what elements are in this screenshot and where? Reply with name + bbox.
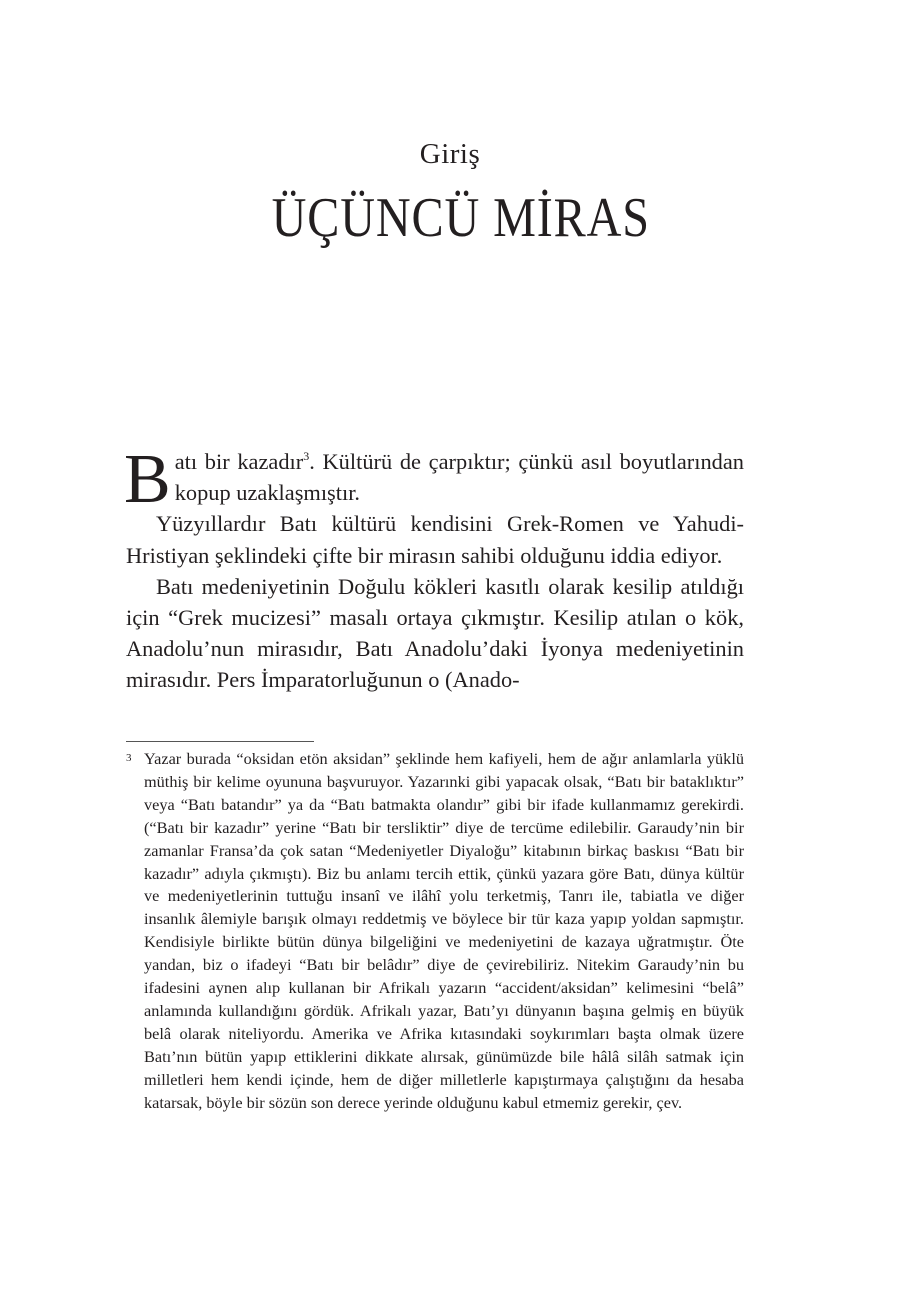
footnote-marker: 3 [126, 752, 132, 764]
paragraph-1-text-b: . Kültürü de çarpıktır; çünkü asıl boyutlarından kopup uzaklaşmıştır. [174, 449, 744, 506]
footnote-text: Yazar burada “oksidan etön aksidan” şeklinde hem kafiyeli, hem de ağır anlamlarla yüklü müthiş bir kelime oyununa başvuruyor. Yazarınki gibi yapacak olsak, “Batı bir bataklıktır” veya “Batı batandır” ya da “Batı batmakta olandır” gibi bir ifade kullanmamız gerekirdi. (“Batı bir kazadır” yerine “Batı bir tersliktir” diye de tercüme edilebilir. Garaudy’nin bir zamanlar Fransa’da çok satan “Medeniyetler Diyaloğu” kitabının birkaç baskısı “Batı bir kazadır” adıyla çıkmıştı). Biz bu anlamı tercih ettik, çünkü yazara göre Batı, dünya kültür ve medeniyetlerinin tuttuğu insanî ve ilâhî yolu terketmiş, Tanrı ile, tabiatla ve diğer insanlık âlemiyle barışık olmayı reddetmiş ve böylece bir tür kaza yapıp yoldan sapmıştır. Kendisiyle birlikte bütün dünya bilgeliğini ve medeniyetini de kazaya uğratmıştır. Öte yandan, biz o ifadeyi “Batı bir belâdır” diye de çevirebiliriz. Nitekim Garaudy’nin bu ifadesini aynen alıp kullanan bir Afrikalı yazarın “accident/aksidan” kelimesini “belâ” anlamında kullandığını gördük. Afrikalı yazar, Batı’yı dünyanın başına gelmiş en büyük belâ olarak niteliyordu. Amerika ve Afrika kıtasındaki soykırımları başta olmak üzere Batı’nın bütün yapıp ettiklerini dikkate alırsak, günümüzde bile hâlâ silâh satmak için milletleri hem kendi içinde, hem de diğer milletlerle kapıştırmaya çalıştığını da hesaba katarsak, böyle bir sözün son derece yerinde olduğunu kabul etmemiz gerekir, çev. [144, 749, 744, 1112]
drop-cap: B [124, 441, 171, 518]
paragraph-1 [124, 441, 744, 518]
footnote-reference[interactable]: 3 [303, 449, 310, 463]
footnote [126, 748, 744, 1115]
paragraph-2: Yüzyıllardır Batı kültürü kendisini Grek-Romen ve Yahudi-Hristiyan şeklindeki çifte bir mirasın sahibi olduğunu iddia ediyor. [126, 511, 744, 568]
paragraph-3: Batı medeniyetinin Doğulu kökleri kasıtlı olarak kesilip atıldığı için “Grek mucizesi” masalı ortaya çıkmıştır. Kesilip atılan o kök, Anadolu’nun mirasıdır, Batı Anadolu’daki İyonya medeniyetinin mirasıdır. Pers İmparatorluğunun o (Anado- [126, 573, 744, 693]
paragraph-1-text-a: atı bir kazadır [174, 449, 304, 474]
chapter-label: Giriş [419, 138, 481, 170]
body-text [124, 441, 744, 696]
chapter-title: ÜÇÜNCÜ MİRAS [271, 187, 650, 249]
footnote-divider [126, 741, 314, 742]
